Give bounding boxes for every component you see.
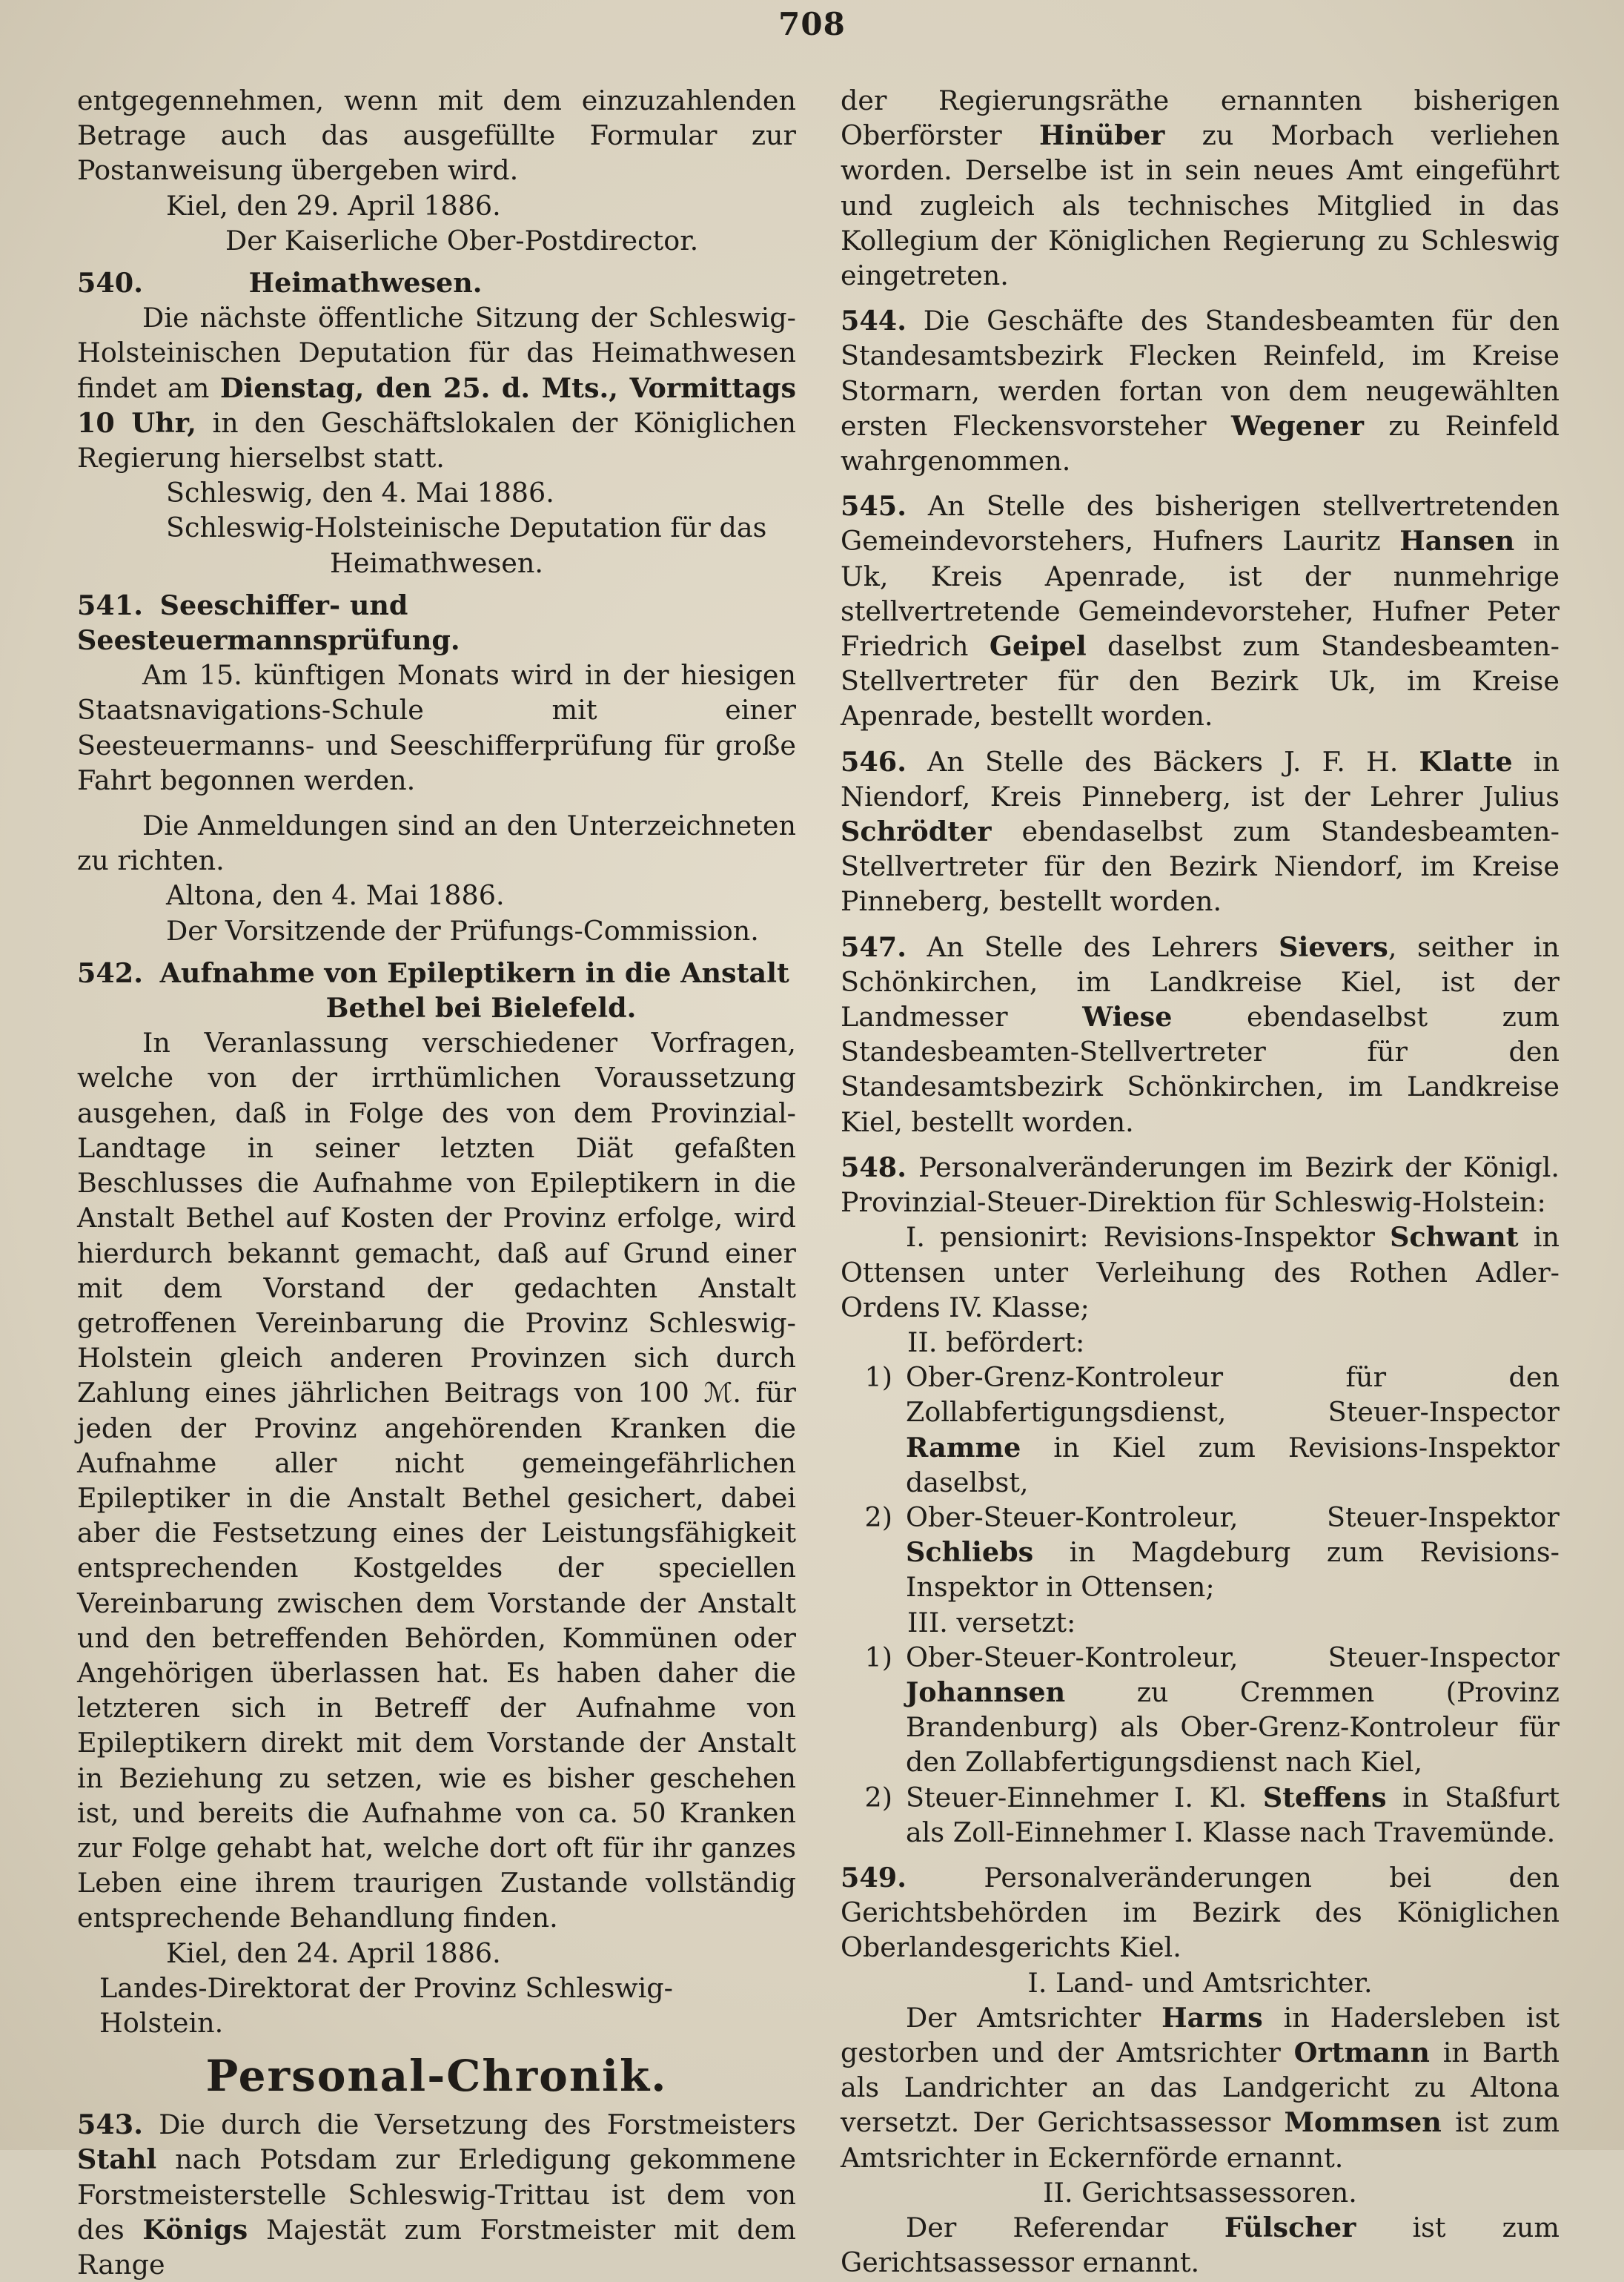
right-column [841,83,1560,2280]
section-549-i-c: in Barth als Landrichter an das Landgericht zu Altona versetzt. Der Gerichtsassessor [841,2036,1560,2139]
section-546-name-2: Schrödter [841,816,992,848]
section-542-title-2: Bethel bei Bielefeld. [325,992,637,1025]
section-549-number: 549. [841,1861,907,1894]
section-546-text-b: in Niendorf, Kreis Pinneberg, ist der Lehrer Julius [841,745,1560,813]
section-548-i-b: in Ottensen unter Verleihung des Rothen Adler-Ordens IV. Klasse; [841,1221,1560,1323]
list-number: 2) [864,1501,892,1533]
personal-chronik-heading: Personal-Chronik. [205,2051,668,2102]
section-549-i-text [841,2000,1560,2175]
section-548-intro [841,1150,1560,1220]
section-544-text-a: Die Geschäfte des Standesbeamten für den Standesamtsbezirk Flecken Reinfeld, im Kreise Stormarn, werden fortan von dem neugewählten ersten Fleckensvorsteher [841,305,1560,442]
section-543-text [77,2107,796,2282]
section-548-iii-1-a: Ober-Steuer-Kontroleur, Steuer-Inspector [906,1641,1560,1673]
section-541-heading [77,588,796,658]
section-548-i-a: I. pensionirt: Revisions-Inspektor [906,1221,1391,1254]
section-545-text [841,489,1560,733]
section-540-signature-1: Schleswig-Holsteinische Deputation für das [166,512,767,544]
section-547-text-c: ebendaselbst zum Standesbeamten-Stellvertreter für den Standesamtsbezirk Schönkirchen, im Landkreise Kiel, bestellt worden. [841,1001,1560,1138]
section-549-i-name-2: Ortmann [1293,2036,1430,2068]
list-number: 1) [864,1641,892,1673]
section-548-ii-2-a: Ober-Steuer-Kontroleur, Steuer-Inspektor [906,1501,1560,1533]
section-541-title: Seeschiffer- und Seesteuermannsprüfung. [77,589,460,657]
section-546-text-c: ebendaselbst zum Standesbeamten-Stellvertreter für den Bezirk Niendorf, im Kreise Pinneberg, bestellt worden. [841,816,1560,918]
section-548-number: 548. [841,1151,907,1183]
section-540-title: Heimathwesen. [248,267,483,300]
section-545-text-b: in Uk, Kreis Apenrade, ist der nunmehrige stellvertretende Gemeindevorsteher, Hufner Peter Friedrich [841,525,1560,663]
section-548-ii-heading: II. befördert: [907,1326,1085,1358]
section-549-i-name-3: Mommsen [1284,2106,1442,2139]
section-548-ii-1-a: Ober-Grenz-Kontroleur für den Zollabfertigungsdienst, Steuer-Inspector [906,1361,1560,1429]
section-547-number: 547. [841,930,907,963]
section-548-ii-2-b: in Magdeburg zum Revisions-Inspektor in Ottensen; [906,1536,1560,1604]
section-543-cont-b: zu Morbach verliehen worden. Derselbe ist in sein neues Amt eingeführt und zugleich als technisches Mitglied in das Kollegium der Königlichen Regierung zu Schleswig eingetreten. [841,119,1560,292]
section-542-heading [77,956,796,990]
section-548-ii-1-b: in Kiel zum Revisions-Inspektor daselbst, [906,1431,1560,1498]
section-549-ii-name: Fülscher [1224,2211,1356,2243]
section-546-name-1: Klatte [1419,745,1513,778]
section-548-ii-2-name: Schliebs [906,1536,1034,1569]
section-541-text-2: Die Anmeldungen sind an den Unterzeichneten zu richten. [77,810,796,877]
section-548-i-name: Schwant [1390,1221,1519,1254]
section-545-text-c: daselbst zum Standesbeamten-Stellvertreter für den Bezirk Uk, im Kreise Apenrade, bestellt worden. [841,630,1560,732]
section-543-text-b: nach Potsdam zur Erledigung gekommene Forstmeisterstelle Schleswig-Trittau ist dem von des [77,2143,796,2246]
section-545-number: 545. [841,490,907,523]
list-text [906,1360,1560,1500]
section-543-name: Stahl [77,2143,157,2176]
section-548-i [841,1220,1560,1325]
section-542-title-1: Aufnahme von Epileptikern in die Anstalt [159,956,789,989]
section-549-i-heading: I. Land- und Amtsrichter. [1027,1966,1373,1999]
section-545-text-a: An Stelle des bisherigen stellvertretenden Gemeindevorstehers, Hufners Lauritz [841,490,1560,558]
section-546-text-a: An Stelle des Bäckers J. F. H. [927,745,1419,778]
section-541-number: 541. [77,589,143,621]
section-540-number: 540. [77,267,143,300]
list-text [906,1500,1560,1605]
section-547-text-b: , seither in Schönkirchen, im Landkreise Kiel, ist der Landmesser [841,930,1560,1033]
section-541-date: Altona, den 4. Mai 1886. [166,879,505,912]
section-548-iii-1-b: zu Cremmen (Provinz Brandenburg) als Ober-Grenz-Kontroleur für den Zollabfertigungsdienst nach Kiel, [906,1676,1560,1779]
section-547-name-1: Sievers [1279,930,1388,963]
section-539-tail: entgegennehmen, wenn mit dem einzuzahlenden Betrage auch das ausgefüllte Formular zur Postanweisung übergeben wird. [77,85,796,187]
section-540-text [77,300,796,475]
section-544-name: Wegener [1231,409,1364,442]
section-549-ii-a: Der Referendar [906,2211,1224,2243]
section-548-iii-2-name: Steffens [1262,1781,1387,1813]
section-543-number: 543. [77,2109,143,2141]
section-548-ii-1-name: Ramme [906,1431,1021,1464]
section-540-meeting-time: Dienstag, den 25. d. Mts., Vormittags 10 Uhr, [77,371,796,439]
section-544-text [841,303,1560,478]
section-547-text-a: An Stelle des Lehrers [927,930,1279,963]
section-543-cont-name: Hinüber [1038,119,1165,152]
section-543-text-c: Majestät zum Forstmeister mit dem Range [77,2213,796,2281]
section-547-name-2: Wiese [1082,1001,1173,1033]
section-548-ii-item-2 [841,1500,1560,1605]
section-545-name-2: Geipel [989,630,1087,663]
section-549-ii-b: ist zum Gerichtsassessor ernannt. [841,2211,1560,2279]
section-543-continuation [841,83,1560,293]
section-548-iii-item-1 [841,1640,1560,1780]
section-548-iii-2-a: Steuer-Einnehmer I. Kl. [906,1781,1263,1813]
section-548-iii-2-b: in Staßfurt als Zoll-Einnehmer I. Klasse nach Travemünde. [906,1781,1560,1848]
section-542-date: Kiel, den 24. April 1886. [166,1937,501,1969]
section-542-number: 542. [77,956,143,989]
section-540-signature-2: Heimathwesen. [330,546,543,579]
section-549-intro [841,1860,1560,1965]
section-541-signature: Der Vorsitzende der Prüfungs-Commission. [166,914,759,947]
section-548-iii-heading: III. versetzt: [907,1606,1076,1638]
section-549-i-a: Der Amtsrichter [906,2001,1162,2034]
section-540-text-a: Die nächste öffentliche Sitzung der Schleswig-Holsteinischen Deputation für das Heimathwesen findet am [77,302,796,404]
section-539-signature: Der Kaiserliche Ober-Postdirector. [225,224,699,257]
section-549-ii-text [841,2210,1560,2280]
section-548-iii-item-2 [841,1780,1560,1850]
section-543-cont-a: der Regierungsräthe ernannten bisherigen Oberförster [841,85,1560,152]
section-543-koenigs: Königs [142,2213,248,2246]
list-number: 1) [864,1361,892,1394]
section-548-iii-1-name: Johannsen [906,1676,1066,1708]
section-548-intro-text: Personalveränderungen im Bezirk der Königl. Provinzial-Steuer-Direktion für Schleswig-Holstein: [841,1151,1560,1219]
section-543-text-a: Die durch die Versetzung des Forstmeisters [159,2109,796,2141]
section-546-text [841,744,1560,919]
list-number: 2) [864,1781,892,1813]
section-549-ii-heading: II. Gerichtsassessoren. [1043,2176,1357,2209]
section-542-signature: Landes-Direktorat der Provinz Schleswig-Holstein. [99,1971,673,2039]
section-544-number: 544. [841,305,907,337]
section-541-text-1: Am 15. künftigen Monats wird in der hiesigen Staatsnavigations-Schule mit einer Seesteuermanns- und Seeschifferprüfung für große Fahrt begonnen werden. [77,659,796,796]
left-column [77,83,796,2282]
section-549-intro-text: Personalveränderungen bei den Gerichtsbehörden im Bezirk des Königlichen Oberlandesgerichts Kiel. [841,1861,1560,1964]
section-540-heading [77,265,796,300]
section-539-date: Kiel, den 29. April 1886. [166,189,501,222]
list-text [906,1640,1560,1780]
section-549-i-name-1: Harms [1161,2001,1263,2034]
section-544-text-b: zu Reinfeld wahrgenommen. [841,409,1560,477]
section-549-i-b: in Hadersleben ist gestorben und der Amtsrichter [841,2001,1560,2068]
section-540-text-b: in den Geschäftslokalen der Königlichen Regierung hierselbst statt. [77,406,796,474]
section-540-date: Schleswig, den 4. Mai 1886. [166,477,554,509]
section-546-number: 546. [841,745,907,778]
section-545-name-1: Hansen [1399,525,1515,558]
list-text [906,1780,1560,1850]
section-549-i-d: ist zum Amtsrichter in Eckernförde ernannt. [841,2106,1560,2174]
section-548-ii-item-1 [841,1360,1560,1500]
section-547-text [841,930,1560,1140]
page-number: 708 [778,6,846,42]
section-542-text: In Veranlassung verschiedener Vorfragen, welche von der irrthümlichen Voraussetzung ausgehen, daß in Folge des von dem Provinzial-Landtage in seiner letzten Diät gefaßten Beschlusses die Aufnahme von Epileptikern in die Anstalt Bethel auf Kosten der Provinz erfolge, wird hierdurch bekannt gemacht, daß auf Grund einer mit dem Vorstand der gedachten Anstalt getroffenen Vereinbarung die Provinz Schleswig-Holstein gleich anderen Provinzen sich durch Zahlung eines jährlichen Beitrags von 100 ℳ. für jeden der Provinz angehörenden Kranken die Aufnahme aller nicht gemeingefährlichen Epileptiker in die Anstalt Bethel gesichert, dabei aber die Festsetzung eines der Leistungsfähigkeit entsprechenden Kostgeldes der speciellen Vereinbarung zwischen dem Vorstande der Anstalt und den betreffenden Behörden, Kommünen oder Angehörigen überlassen hat. Es haben daher die letzteren sich in Betreff der Aufnahme von Epileptikern direkt mit dem Vorstande der Anstalt in Beziehung zu setzen, wie es bisher geschehen ist, und bereits die Aufnahme von ca. 50 Kranken zur Folge gehabt hat, welche dort oft für ihr ganzes Leben eine ihrem traurigen Zustande vollständig entsprechende Behandlung finden. [77,1027,796,1934]
